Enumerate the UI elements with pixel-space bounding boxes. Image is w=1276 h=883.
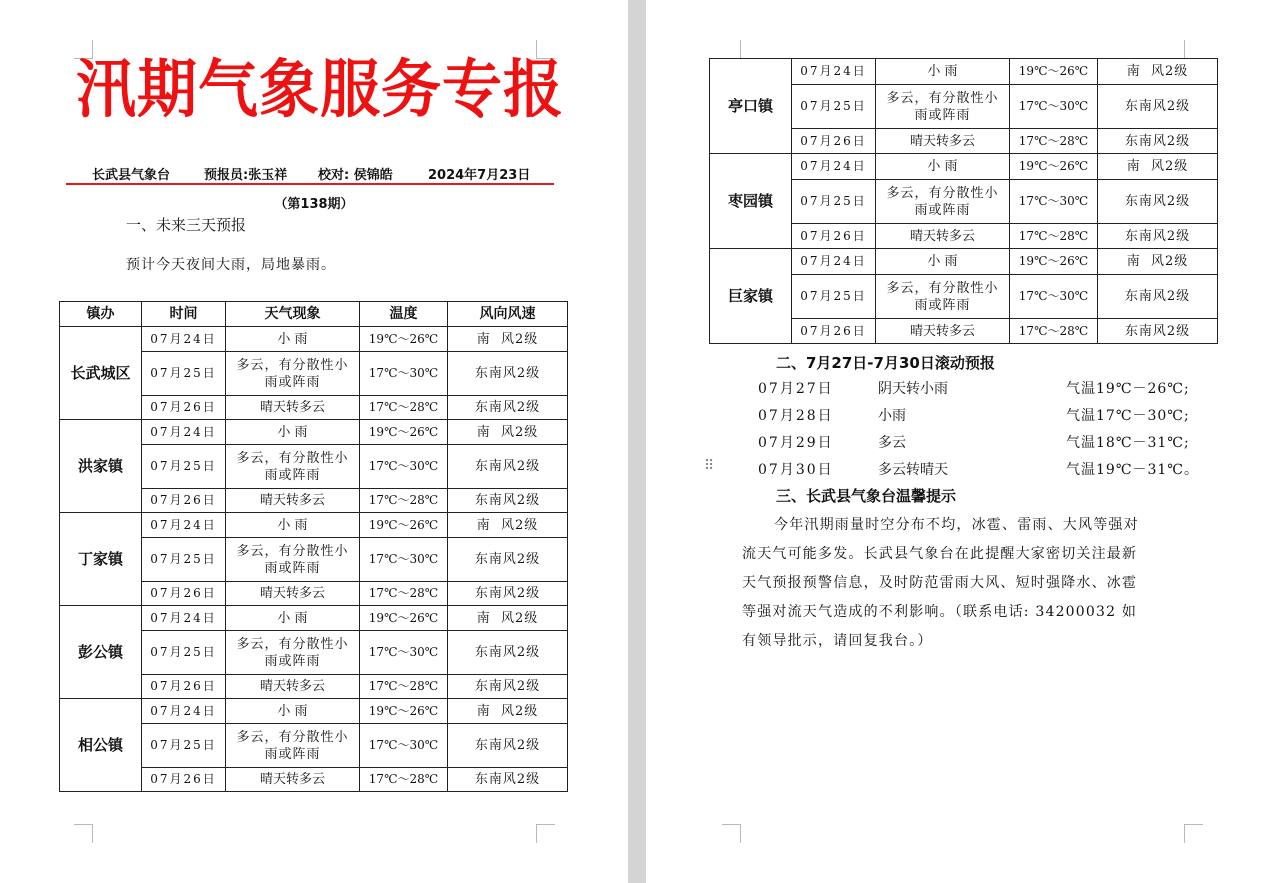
table-row xyxy=(60,420,568,445)
table-row xyxy=(60,699,568,724)
rolling-temp: 气温19℃－31℃。 xyxy=(1066,462,1199,478)
temp-cell: 17℃～30℃ xyxy=(1010,85,1098,129)
wind-cell: 东南风2级 xyxy=(1098,319,1218,344)
wind-cell: 南 风2级 xyxy=(448,513,568,538)
date-cell: 07月26日 xyxy=(142,675,226,699)
weather-cell: 小 雨 xyxy=(876,59,1010,85)
col-header-date: 时间 xyxy=(142,302,226,327)
crop-mark xyxy=(722,824,741,843)
station-name: 长武县气象台 xyxy=(92,168,171,183)
date-cell: 07月25日 xyxy=(142,445,226,489)
table-row xyxy=(60,606,568,631)
weather-cell: 多云，有分散性小雨或阵雨 xyxy=(226,631,360,675)
weather-cell: 晴天转多云 xyxy=(226,768,360,792)
date-cell: 07月26日 xyxy=(142,768,226,792)
temp-cell: 19℃～26℃ xyxy=(360,513,448,538)
temp-cell: 17℃～28℃ xyxy=(360,675,448,699)
wind-cell: 南 风2级 xyxy=(448,327,568,352)
wind-cell: 东南风2级 xyxy=(448,582,568,606)
table-row xyxy=(710,154,1218,180)
crop-mark xyxy=(1184,824,1203,843)
col-header-wind: 风向风速 xyxy=(448,302,568,327)
notice-line: 天气预报预警信息，及时防范雷雨大风、短时强降水、冰雹 xyxy=(742,575,1138,591)
date-cell: 07月26日 xyxy=(142,396,226,420)
table-row xyxy=(710,59,1218,85)
crop-mark xyxy=(722,40,741,59)
temp-cell: 17℃～28℃ xyxy=(360,582,448,606)
temp-cell: 17℃～30℃ xyxy=(1010,275,1098,319)
weather-cell: 晴天转多云 xyxy=(226,582,360,606)
date-cell: 07月24日 xyxy=(142,327,226,352)
rolling-weather: 小雨 xyxy=(878,408,906,424)
weather-cell: 多云，有分散性小雨或阵雨 xyxy=(226,538,360,582)
date-cell: 07月24日 xyxy=(142,513,226,538)
temp-cell: 17℃～28℃ xyxy=(1010,129,1098,154)
temp-cell: 17℃～28℃ xyxy=(360,489,448,513)
date-cell: 07月24日 xyxy=(792,154,876,180)
weather-cell: 小 雨 xyxy=(226,699,360,724)
wind-cell: 东南风2级 xyxy=(448,352,568,396)
page-gap xyxy=(628,0,646,883)
weather-cell: 小 雨 xyxy=(876,154,1010,180)
wind-cell: 南 风2级 xyxy=(448,606,568,631)
wind-cell: 南 风2级 xyxy=(1098,59,1218,85)
date-cell: 07月24日 xyxy=(792,59,876,85)
weather-cell: 多云，有分散性小雨或阵雨 xyxy=(876,275,1010,319)
notice-line: 等强对流天气造成的不利影响。（联系电话: 34200032 如 xyxy=(742,604,1138,620)
wind-cell: 南 风2级 xyxy=(1098,249,1218,275)
weather-cell: 晴天转多云 xyxy=(226,675,360,699)
wind-cell: 东南风2级 xyxy=(1098,85,1218,129)
temp-cell: 19℃～26℃ xyxy=(1010,59,1098,85)
temp-cell: 17℃～30℃ xyxy=(360,631,448,675)
wind-cell: 东南风2级 xyxy=(448,445,568,489)
drag-handle-icon[interactable]: ⠿ xyxy=(704,458,715,474)
temp-cell: 19℃～26℃ xyxy=(1010,154,1098,180)
wind-cell: 东南风2级 xyxy=(1098,275,1218,319)
col-header-weather: 天气现象 xyxy=(226,302,360,327)
crop-mark xyxy=(74,824,93,843)
wind-cell: 东南风2级 xyxy=(448,631,568,675)
temp-cell: 19℃～26℃ xyxy=(360,420,448,445)
weather-cell: 多云，有分散性小雨或阵雨 xyxy=(226,352,360,396)
wind-cell: 东南风2级 xyxy=(448,538,568,582)
wind-cell: 东南风2级 xyxy=(1098,224,1218,249)
date-cell: 07月25日 xyxy=(142,724,226,768)
date-cell: 07月26日 xyxy=(142,582,226,606)
town-name-cell: 亭口镇 xyxy=(710,59,792,154)
rolling-weather: 多云 xyxy=(878,435,906,451)
temp-cell: 17℃～30℃ xyxy=(360,538,448,582)
temp-cell: 19℃～26℃ xyxy=(1010,249,1098,275)
notice-line: 流天气可能多发。长武县气象台在此提醒大家密切关注最新 xyxy=(742,546,1138,562)
rolling-date: 07月30日 xyxy=(758,462,834,478)
table-header-row xyxy=(60,302,568,327)
wind-cell: 东南风2级 xyxy=(448,724,568,768)
date-cell: 07月24日 xyxy=(142,606,226,631)
weather-cell: 小 雨 xyxy=(876,249,1010,275)
section3-heading: 三、长武县气象台温馨提示 xyxy=(776,487,957,505)
document-page-2 xyxy=(646,0,1276,883)
rolling-weather: 多云转晴天 xyxy=(878,462,948,478)
rolling-date: 07月29日 xyxy=(758,435,834,451)
wind-cell: 东南风2级 xyxy=(448,675,568,699)
weather-cell: 晴天转多云 xyxy=(226,489,360,513)
rolling-temp: 气温19℃－26℃; xyxy=(1066,381,1190,397)
wind-cell: 南 风2级 xyxy=(448,699,568,724)
section2-heading: 二、7月27日-7月30日滚动预报 xyxy=(776,354,995,372)
crop-mark xyxy=(1184,40,1203,59)
weather-cell: 小 雨 xyxy=(226,327,360,352)
date-cell: 07月25日 xyxy=(792,180,876,224)
temp-cell: 17℃～28℃ xyxy=(360,396,448,420)
weather-cell: 晴天转多云 xyxy=(226,396,360,420)
date-cell: 07月24日 xyxy=(142,420,226,445)
temp-cell: 17℃～30℃ xyxy=(360,352,448,396)
notice-line: 今年汛期雨量时空分布不均，冰雹、雷雨、大风等强对 xyxy=(774,517,1139,533)
date-cell: 07月25日 xyxy=(142,631,226,675)
rolling-weather: 阴天转小雨 xyxy=(878,381,948,397)
temp-cell: 17℃～28℃ xyxy=(1010,319,1098,344)
table-row xyxy=(60,513,568,538)
issue-number: （第138期） xyxy=(274,197,354,212)
wind-cell: 南 风2级 xyxy=(1098,154,1218,180)
temp-cell: 17℃～28℃ xyxy=(360,768,448,792)
wind-cell: 东南风2级 xyxy=(1098,129,1218,154)
date-cell: 07月24日 xyxy=(142,699,226,724)
rolling-date: 07月27日 xyxy=(758,381,834,397)
town-name-cell: 洪家镇 xyxy=(60,420,142,513)
table-row xyxy=(710,249,1218,275)
temp-cell: 17℃～30℃ xyxy=(360,724,448,768)
wind-cell: 东南风2级 xyxy=(448,768,568,792)
rolling-date: 07月28日 xyxy=(758,408,834,424)
town-name-cell: 长武城区 xyxy=(60,327,142,420)
table-row xyxy=(60,327,568,352)
weather-cell: 小 雨 xyxy=(226,420,360,445)
weather-cell: 晴天转多云 xyxy=(876,224,1010,249)
section1-heading: 一、未来三天预报 xyxy=(126,216,247,234)
wind-cell: 东南风2级 xyxy=(448,489,568,513)
col-header-town: 镇办 xyxy=(60,302,142,327)
temp-cell: 19℃～26℃ xyxy=(360,327,448,352)
crop-mark xyxy=(536,824,555,843)
report-title: 汛期气象服务专报 xyxy=(76,53,564,127)
title-divider xyxy=(66,183,554,185)
weather-cell: 多云，有分散性小雨或阵雨 xyxy=(226,724,360,768)
date-cell: 07月26日 xyxy=(792,129,876,154)
date-cell: 07月26日 xyxy=(142,489,226,513)
temp-cell: 19℃～26℃ xyxy=(360,699,448,724)
notice-line: 有领导批示，请回复我台。） xyxy=(742,633,933,649)
rolling-temp: 气温17℃－30℃; xyxy=(1066,408,1190,424)
town-name-cell: 巨家镇 xyxy=(710,249,792,344)
date-cell: 07月24日 xyxy=(792,249,876,275)
date-cell: 07月25日 xyxy=(142,538,226,582)
town-name-cell: 彭公镇 xyxy=(60,606,142,699)
temp-cell: 17℃～30℃ xyxy=(1010,180,1098,224)
date-cell: 07月26日 xyxy=(792,319,876,344)
temp-cell: 19℃～26℃ xyxy=(360,606,448,631)
weather-cell: 小 雨 xyxy=(226,513,360,538)
wind-cell: 南 风2级 xyxy=(448,420,568,445)
wind-cell: 东南风2级 xyxy=(448,396,568,420)
date-cell: 07月26日 xyxy=(792,224,876,249)
date-cell: 07月25日 xyxy=(142,352,226,396)
town-name-cell: 相公镇 xyxy=(60,699,142,792)
wind-cell: 东南风2级 xyxy=(1098,180,1218,224)
date-cell: 07月25日 xyxy=(792,85,876,129)
weather-cell: 多云，有分散性小雨或阵雨 xyxy=(226,445,360,489)
town-name-cell: 枣园镇 xyxy=(710,154,792,249)
forecaster-name: 预报员:张玉祥 xyxy=(204,168,288,183)
temp-cell: 17℃～30℃ xyxy=(360,445,448,489)
weather-cell: 晴天转多云 xyxy=(876,319,1010,344)
weather-cell: 晴天转多云 xyxy=(876,129,1010,154)
weather-cell: 多云，有分散性小雨或阵雨 xyxy=(876,180,1010,224)
date-cell: 07月25日 xyxy=(792,275,876,319)
weather-cell: 多云，有分散性小雨或阵雨 xyxy=(876,85,1010,129)
forecast-table-continued xyxy=(709,58,1218,344)
section1-summary: 预计今天夜间大雨，局地暴雨。 xyxy=(126,257,336,273)
checker-name: 校对: 侯锦皓 xyxy=(318,168,393,183)
rolling-temp: 气温18℃－31℃; xyxy=(1066,435,1190,451)
town-name-cell: 丁家镇 xyxy=(60,513,142,606)
report-date: 2024年7月23日 xyxy=(428,168,531,183)
document-page-1 xyxy=(0,0,628,883)
col-header-temp: 温度 xyxy=(360,302,448,327)
forecast-table xyxy=(59,301,568,792)
weather-cell: 小 雨 xyxy=(226,606,360,631)
temp-cell: 17℃～28℃ xyxy=(1010,224,1098,249)
